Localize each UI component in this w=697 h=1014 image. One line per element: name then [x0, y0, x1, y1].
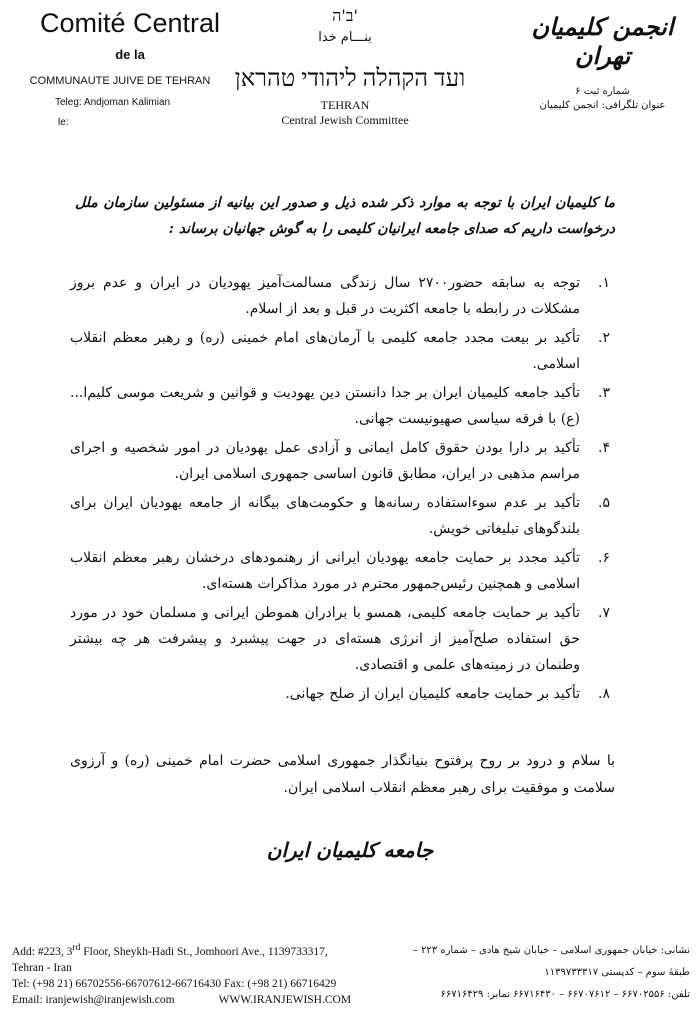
french-org-title: Comité Central [39, 8, 221, 38]
item-text: تأکید بر دارا بودن حقوق کامل ایمانی و آزادی عمل یهودیان در امور شخصیه و اجرای مراسم مذهبی در ایران، مطابق قانون اساسی جمهوری اسلامی ایران. [70, 440, 580, 482]
french-teleg: Teleg: Andjoman Kalimian [55, 97, 171, 108]
persian-phone: تلفن: ۶۶۷۰۲۵۵۶ – ۶۶۷۰۷۶۱۲ – ۶۶۷۱۶۴۳۰ نمابر: ۶۶۷۱۶۴۲۹ [440, 989, 690, 1000]
item-number: ۶. [598, 550, 610, 566]
address-text-rest: Floor, Sheykh-Hadi St., Jomhoori Ave., 1139733317, [80, 945, 328, 958]
list-item [70, 600, 610, 678]
list-item [70, 435, 610, 487]
central-committee-label: Central Jewish Committee [281, 113, 409, 127]
contact-line [12, 992, 392, 1008]
ordinal-suffix: rd [72, 942, 81, 953]
persian-teleg: عنوان تلگرافی: انجمن کلیمیان [539, 100, 666, 111]
address-text: Add: #223, 3 [12, 945, 73, 958]
french-org-community: COMMUNAUTE JUIVE DE TEHRAN [29, 75, 211, 87]
french-org-dela: de la [115, 47, 145, 62]
registration-number: شماره ثبت ۶ [575, 86, 630, 97]
list-item [70, 681, 610, 707]
list-item [70, 545, 610, 597]
signature: جامعه کلیمیان ایران [266, 838, 434, 862]
item-text: تأکید بر عدم سوءاستفاده رسانه‌ها و حکومت‌های بیگانه از جامعه یهودیان ایران برای بلندگوهای تبلیغاتی خویش. [70, 495, 580, 537]
website-link[interactable]: WWW.IRANJEWISH.COM [218, 993, 352, 1006]
item-number: ۴. [598, 440, 610, 456]
item-number: ۷. [598, 605, 610, 621]
persian-basmala: بنـــام خدا [318, 30, 372, 45]
item-text: توجه به سابقه حضور۲۷۰۰ سال زندگی مسالمت‌آمیز یهودیان در ایران و عدم بروز مشکلات در رابطه با جامعه اکثریت در قبل و بعد از اسلام. [70, 275, 581, 317]
item-text: تأکید بر حمایت جامعه کلیمی، همسو با برادران هموطن ایرانی و مسلمان خود در مورد حق استفاده صلح‌آمیز از انرژی هسته‌ای در جهت پیشبرد و پیشرفت هر چه بیشتر وطنمان در زمینه‌های علمی و اقتصادی. [70, 605, 580, 673]
intro-paragraph: ما کلیمیان ایران با توجه به موارد ذکر شده ذیل و صدور این بیانیه از مسئولین سازمان ملل درخواست داریم که صدای جامعه ایرانیان کلیمی را به گوش جهانیان برساند : [75, 195, 615, 237]
city-line: Tehran - Iran [12, 961, 72, 974]
item-number: ۸. [598, 686, 610, 702]
item-text: تأکید بر بیعت مجدد جامعه کلیمی با آرمان‌های امام خمینی (ره) و رهبر معظم انقلاب اسلامی. [70, 330, 580, 372]
item-text: تأکید جامعه کلیمیان ایران بر جدا دانستن دین یهودیت و قوانین و شریعت موسی کلیم‌ا... (ع) با فرقه سیاسی صهیونیست جهانی. [70, 385, 580, 427]
persian-footer [400, 940, 690, 1006]
item-number: ۳. [598, 385, 610, 401]
email-link[interactable]: Email: iranjewish@iranjewish.com [12, 993, 175, 1006]
statement-list [70, 270, 610, 710]
list-item [70, 490, 610, 542]
list-item [70, 380, 610, 432]
persian-address-2: طبقهٔ سوم – کدپستی ۱۱۳۹۷۳۳۳۱۷ [544, 967, 690, 978]
item-number: ۵. [598, 495, 610, 511]
english-footer [12, 940, 392, 1008]
date-label: le: [58, 117, 69, 128]
list-item [70, 270, 610, 322]
phone-line: Tel: (+98 21) 66702556-66707612-66716430 Fax: (+98 21) 66716429 [12, 977, 337, 990]
hebrew-org-name: ועד הקהלה ליהודי טהראן [234, 66, 466, 92]
item-number: ۱. [598, 275, 610, 291]
persian-org-logo: انجمن کلیمیان تهران [531, 12, 674, 70]
item-text: تأکید بر حمایت جامعه کلیمیان ایران از صلح جهانی. [285, 686, 580, 702]
address-line [12, 940, 392, 960]
tehran-label: TEHRAN [320, 98, 370, 112]
list-item [70, 325, 610, 377]
item-number: ۲. [598, 330, 610, 346]
persian-address-1: نشانی: خیابان جمهوری اسلامی – خیابان شیخ هادی – شماره ۲۲۳ – [412, 945, 690, 956]
hebrew-bh: ב'ה' [332, 6, 358, 25]
closing-paragraph: با سلام و درود بر روح پرفتوح بنیانگذار جمهوری اسلامی حضرت امام خمینی (ره) و آرزوی سلامت و موفقیت برای رهبر معظم انقلاب اسلامی ایران. [70, 753, 615, 796]
item-text: تأکید مجدد بر حمایت جامعه یهودیان ایرانی از رهنمودهای درخشان رهبر معظم انقلاب اسلامی و همچنین رئیس‌جمهور محترم در مورد مذاکرات هسته‌ای. [70, 550, 580, 592]
